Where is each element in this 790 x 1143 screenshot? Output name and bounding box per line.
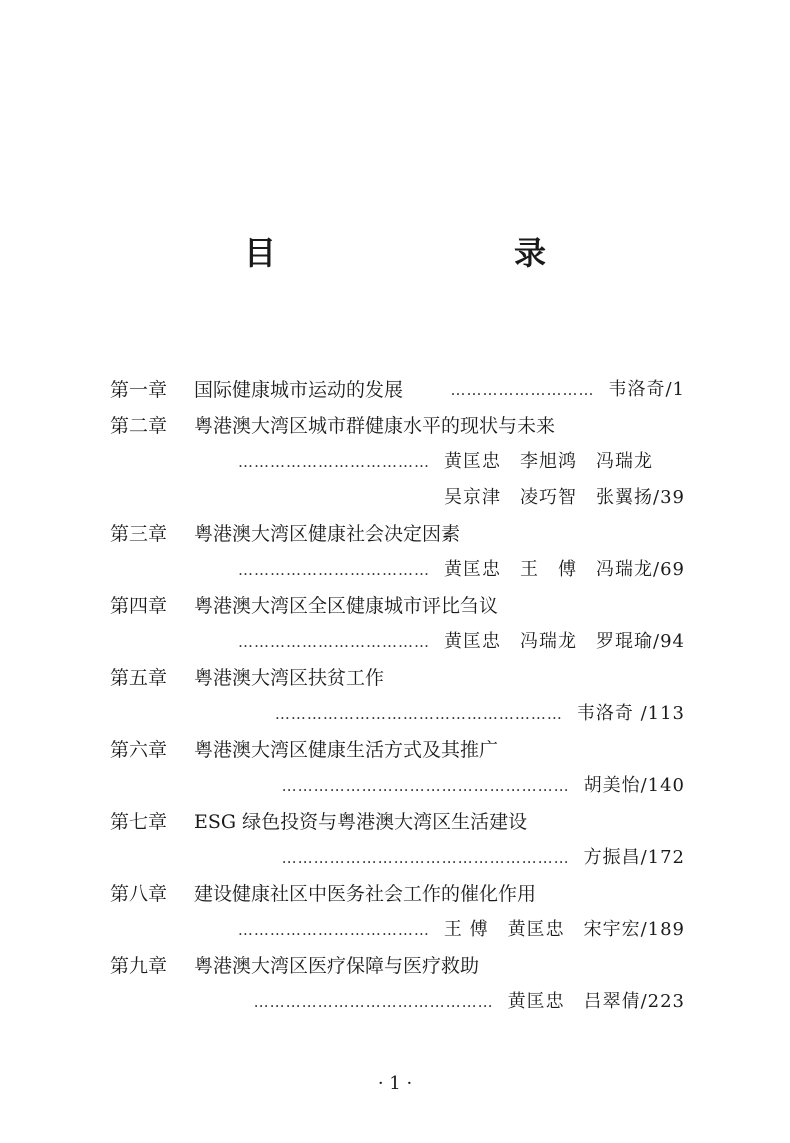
chapter-authors: 韦洛奇 /113 — [576, 703, 685, 724]
chapter-authors: 胡美怡/140 — [583, 775, 685, 796]
chapter-title: 建设健康社区中医务社会工作的催化作用 — [194, 883, 537, 905]
leader-dots: ……………………………………………… — [281, 849, 570, 867]
chapter-authors: 韦洛奇/1 — [608, 379, 685, 400]
chapter-title: 粤港澳大湾区城市群健康水平的现状与未来 — [194, 415, 556, 437]
chapter-authors: 方振昌/172 — [583, 847, 685, 868]
toc-entry-2-authors-cont — [110, 480, 685, 516]
toc-entry-2[interactable] — [110, 408, 685, 444]
toc-entry-4-authors — [110, 624, 685, 660]
leader-dots: ……………………………………………… — [274, 705, 563, 723]
chapter-label: 第三章 — [110, 523, 168, 545]
chapter-authors: 王 傅 黄匡忠 宋宇宏/189 — [443, 919, 685, 940]
leader-dots: ……………………………… — [237, 921, 430, 939]
chapter-label: 第七章 — [110, 811, 168, 833]
leader-dots: ……………………… — [450, 381, 595, 399]
leader-dots: ……………………………… — [238, 453, 430, 471]
chapter-authors: 黄匡忠 王 傅 冯瑞龙/69 — [444, 559, 685, 580]
toc-entry-5[interactable] — [110, 660, 685, 696]
page-number: · 1 · — [377, 1073, 413, 1094]
leader-dots: ……………………………………………… — [281, 777, 570, 795]
chapter-title: 粤港澳大湾区健康社会决定因素 — [194, 523, 461, 545]
toc-entry-2-authors — [110, 444, 685, 480]
table-of-contents — [110, 372, 685, 1020]
leader-dots: ……………………………………… — [253, 993, 494, 1011]
chapter-authors: 吴京津 凌巧智 张翼扬/39 — [444, 487, 685, 508]
toc-entry-7-authors — [110, 840, 685, 876]
toc-entry-8-authors — [110, 912, 685, 948]
chapter-label: 第六章 — [110, 739, 168, 761]
toc-entry-9-authors — [110, 984, 685, 1020]
chapter-authors: 黄匡忠 李旭鸿 冯瑞龙 — [444, 451, 653, 472]
chapter-title: 粤港澳大湾区扶贫工作 — [194, 667, 385, 689]
chapter-title: 国际健康城市运动的发展 — [194, 379, 404, 401]
chapter-title: ESG 绿色投资与粤港澳大湾区生活建设 — [194, 811, 528, 833]
toc-entry-5-authors — [110, 696, 685, 732]
chapter-label: 第四章 — [110, 595, 168, 617]
chapter-label: 第八章 — [110, 883, 168, 905]
chapter-label: 第一章 — [110, 379, 168, 401]
chapter-title: 粤港澳大湾区全区健康城市评比刍议 — [194, 595, 499, 617]
toc-entry-7[interactable] — [110, 804, 685, 840]
leader-dots: ……………………………… — [238, 633, 431, 651]
chapter-title: 粤港澳大湾区医疗保障与医疗救助 — [194, 955, 480, 977]
toc-entry-9[interactable] — [110, 948, 685, 984]
toc-entry-3-authors — [110, 552, 685, 588]
toc-entry-6-authors — [110, 768, 685, 804]
chapter-label: 第二章 — [110, 415, 168, 437]
toc-entry-3[interactable] — [110, 516, 685, 552]
chapter-label: 第五章 — [110, 667, 168, 689]
leader-dots: ……………………………… — [238, 561, 431, 579]
chapter-authors: 黄匡忠 冯瑞龙 罗琨瑜/94 — [444, 631, 685, 652]
toc-entry-8[interactable] — [110, 876, 685, 912]
toc-entry-6[interactable] — [110, 732, 685, 768]
page-title: 目 录 — [243, 234, 604, 272]
toc-entry-1[interactable] — [110, 372, 685, 408]
toc-entry-4[interactable] — [110, 588, 685, 624]
chapter-title: 粤港澳大湾区健康生活方式及其推广 — [194, 739, 499, 761]
chapter-authors: 黄匡忠 吕翠倩/223 — [507, 991, 685, 1012]
chapter-label: 第九章 — [110, 955, 168, 977]
